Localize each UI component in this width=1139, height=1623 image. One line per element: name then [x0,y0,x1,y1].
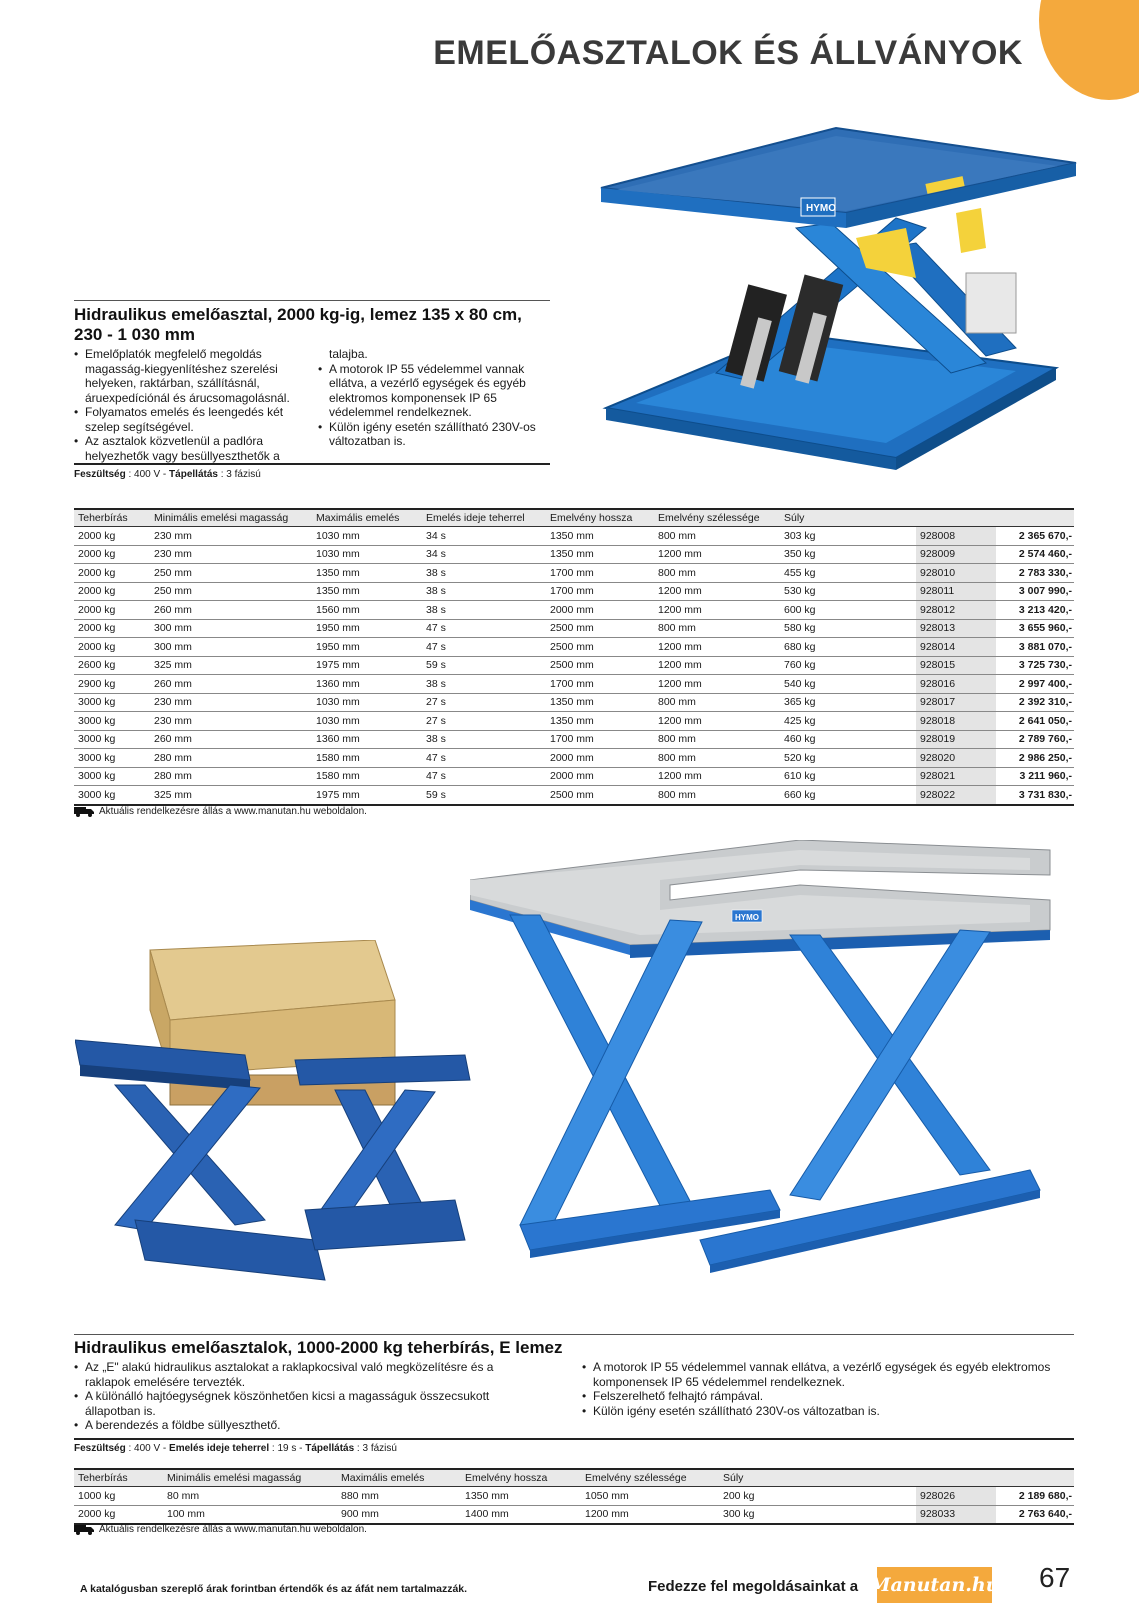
table-cell: 3000 kg [74,767,150,786]
product-code: 928021 [916,767,996,786]
product-code: 928015 [916,656,996,675]
price: 2 392 310,- [996,693,1074,712]
table-cell: 520 kg [780,749,916,768]
column-header: Teherbírás [74,509,150,527]
table-row [74,638,1074,657]
feature-list-right [318,347,553,449]
availability-text: Aktuális rendelkezésre állás a www.manutan.hu weboldalon. [99,806,367,817]
table-row [74,582,1074,601]
table-cell: 1350 mm [546,545,654,564]
table-row [74,564,1074,583]
product-code: 928011 [916,582,996,601]
table-row [74,693,1074,712]
table-cell: 59 s [422,656,546,675]
column-header [996,509,1074,527]
table-cell: 660 kg [780,786,916,805]
table-cell: 2600 kg [74,656,150,675]
product-code: 928009 [916,545,996,564]
product-code: 928017 [916,693,996,712]
feature-item: • Az „E" alakú hidraulikus asztalokat a raklapkocsival való megközelítésre és a raklapok emelésére tervezték. [74,1360,534,1389]
price: 3 007 990,- [996,582,1074,601]
corner-tab-accent [1039,0,1139,100]
feature-item: • A motorok IP 55 védelemmel vannak ellátva, a vezérlő egységek és egyéb elektromos komponensek IP 65 védelemmel rendelkeznek. [582,1360,1077,1389]
column-header: Súly [719,1469,916,1487]
feature-item-continued: talajba. [329,347,368,361]
price: 2 574 460,- [996,545,1074,564]
column-header [916,1469,996,1487]
table-cell: 34 s [422,527,546,546]
table-cell: 2000 kg [74,638,150,657]
table-cell: 27 s [422,712,546,731]
table-cell: 3000 kg [74,693,150,712]
table-cell: 1030 mm [312,527,422,546]
table-cell: 1200 mm [654,638,780,657]
table-cell: 1030 mm [312,693,422,712]
table-cell: 1975 mm [312,786,422,805]
table-row [74,1487,1074,1506]
table-cell: 2500 mm [546,656,654,675]
brand-label: HYMO [735,913,759,922]
feature-item: • A berendezés a földbe süllyeszthető. [74,1418,534,1433]
table-cell: 2500 mm [546,638,654,657]
table-cell: 1360 mm [312,675,422,694]
table-row [74,730,1074,749]
table-cell: 1950 mm [312,619,422,638]
feature-item: • Külön igény esetén szállítható 230V-os változatban is. [582,1404,1077,1419]
voltage-value: : 400 V - [125,1443,170,1454]
table-cell: 2000 kg [74,545,150,564]
price: 2 997 400,- [996,675,1074,694]
table-cell: 1200 mm [581,1505,719,1524]
column-header [996,1469,1074,1487]
spec-rule [74,1438,1074,1440]
table-header-row [74,1469,1074,1487]
table-cell: 1350 mm [461,1487,581,1506]
table-cell: 38 s [422,675,546,694]
price: 3 655 960,- [996,619,1074,638]
table-cell: 2000 kg [74,527,150,546]
table-cell: 260 mm [150,730,312,749]
table-cell: 540 kg [780,675,916,694]
product-code: 928008 [916,527,996,546]
table-row [74,601,1074,620]
availability-text: Aktuális rendelkezésre állás a www.manutan.hu weboldalon. [99,1524,367,1535]
table-cell: 1975 mm [312,656,422,675]
supply-value: : 3 fázisú [354,1443,397,1454]
price: 2 783 330,- [996,564,1074,583]
table-cell: 460 kg [780,730,916,749]
product-code: 928019 [916,730,996,749]
table-cell: 38 s [422,601,546,620]
delivery-truck-icon [74,1524,94,1535]
product-title-line1: Hidraulikus emelőasztal, 2000 kg-ig, lemez 135 x 80 cm, [74,305,522,324]
table-cell: 47 s [422,767,546,786]
section-rule [74,300,550,301]
feature-item: • A motorok IP 55 védelemmel vannak ellátva, a vezérlő egységek és egyéb elektromos komponensek IP 65 védelemmel rendelkeznek. [318,362,553,420]
table-header-row [74,509,1074,527]
lift-time-label: Emelés ideje teherrel [169,1443,270,1454]
table-cell: 260 mm [150,675,312,694]
price: 3 213 420,- [996,601,1074,620]
lift-table-image [596,118,1096,478]
table-cell: 1580 mm [312,767,422,786]
product-code: 928020 [916,749,996,768]
table-cell: 230 mm [150,527,312,546]
table-row [74,749,1074,768]
price: 3 881 070,- [996,638,1074,657]
product-code: 928033 [916,1505,996,1524]
table-cell: 2000 mm [546,767,654,786]
availability-note [74,806,367,817]
column-header: Emelvény hossza [546,509,654,527]
table-cell: 1200 mm [654,656,780,675]
price: 3 211 960,- [996,767,1074,786]
e-lift-table-image [470,840,1090,1290]
table-cell: 2000 kg [74,564,150,583]
table-cell: 2000 kg [74,601,150,620]
table-row [74,675,1074,694]
table-cell: 1700 mm [546,582,654,601]
price: 2 763 640,- [996,1505,1074,1524]
table-cell: 800 mm [654,786,780,805]
table-cell: 2000 kg [74,582,150,601]
product-title [74,305,554,345]
feature-list-right [582,1360,1077,1418]
table-cell: 300 mm [150,619,312,638]
table-cell: 38 s [422,582,546,601]
price-table [74,1468,1074,1525]
table-cell: 2000 mm [546,749,654,768]
lift-time-value: : 19 s - [269,1443,306,1454]
brand-label: HYMO [806,203,836,214]
column-header: Minimális emelési magasság [163,1469,337,1487]
column-header: Emelés ideje teherrel [422,509,546,527]
table-cell: 900 mm [337,1505,461,1524]
feature-item: • Felszerelhető felhajtó rámpával. [582,1389,1077,1404]
table-cell: 38 s [422,564,546,583]
table-cell: 3000 kg [74,749,150,768]
product-code: 928012 [916,601,996,620]
supply-value: : 3 fázisú [217,469,261,480]
feature-list-left [74,1360,534,1433]
table-cell: 80 mm [163,1487,337,1506]
table-cell: 260 mm [150,601,312,620]
feature-list-left [74,347,306,463]
table-cell: 1200 mm [654,545,780,564]
table-row [74,527,1074,546]
table-cell: 230 mm [150,693,312,712]
table-cell: 1000 kg [74,1487,163,1506]
table-row [74,619,1074,638]
price: 3 725 730,- [996,656,1074,675]
table-cell: 800 mm [654,693,780,712]
table-cell: 59 s [422,786,546,805]
table-cell: 100 mm [163,1505,337,1524]
spec-line [74,1443,397,1454]
manutan-logo[interactable]: Manutan.hu [877,1567,992,1603]
product-code: 928022 [916,786,996,805]
table-cell: 303 kg [780,527,916,546]
voltage-label: Feszültség [74,1443,126,1454]
table-cell: 530 kg [780,582,916,601]
table-cell: 38 s [422,730,546,749]
section-rule [74,1334,1074,1335]
product-title: Hidraulikus emelőasztalok, 1000-2000 kg teherbírás, E lemez [74,1338,563,1357]
e-lift-table-pallet-image [75,940,475,1290]
table-cell: 3000 kg [74,786,150,805]
table-cell: 280 mm [150,749,312,768]
table-cell: 1700 mm [546,675,654,694]
table-cell: 1350 mm [546,527,654,546]
column-header: Súly [780,509,916,527]
table-cell: 2000 kg [74,619,150,638]
voltage-label: Feszültség [74,469,126,480]
feature-item: • Külön igény esetén szállítható 230V-os változatban is. [318,420,553,449]
price-disclaimer: A katalógusban szereplő árak forintban értendők és az áfát nem tartalmazzák. [80,1583,468,1595]
table-cell: 300 kg [719,1505,916,1524]
product-code: 928026 [916,1487,996,1506]
price: 2 641 050,- [996,712,1074,731]
voltage-value: : 400 V - [125,469,170,480]
table-cell: 1560 mm [312,601,422,620]
spec-line [74,469,261,480]
table-cell: 47 s [422,638,546,657]
product-code: 928013 [916,619,996,638]
column-header: Maximális emelés [312,509,422,527]
table-cell: 250 mm [150,564,312,583]
column-header: Emelvény hossza [461,1469,581,1487]
table-cell: 800 mm [654,564,780,583]
table-cell: 3000 kg [74,712,150,731]
table-row [74,767,1074,786]
table-cell: 680 kg [780,638,916,657]
page-number: 67 [1039,1562,1071,1593]
product-code: 928016 [916,675,996,694]
table-row [74,656,1074,675]
table-cell: 800 mm [654,730,780,749]
table-row [74,712,1074,731]
table-cell: 880 mm [337,1487,461,1506]
product-code: 928018 [916,712,996,731]
table-cell: 1200 mm [654,675,780,694]
table-cell: 455 kg [780,564,916,583]
column-header: Emelvény szélessége [581,1469,719,1487]
table-cell: 1200 mm [654,712,780,731]
table-cell: 230 mm [150,545,312,564]
table-cell: 425 kg [780,712,916,731]
table-cell: 1030 mm [312,712,422,731]
table-cell: 200 kg [719,1487,916,1506]
table-cell: 2500 mm [546,786,654,805]
column-header: Maximális emelés [337,1469,461,1487]
table-cell: 27 s [422,693,546,712]
page-title: EMELŐASZTALOK ÉS ÁLLVÁNYOK [433,34,1023,72]
product-code: 928010 [916,564,996,583]
table-row [74,1505,1074,1524]
column-header: Emelvény szélessége [654,509,780,527]
table-cell: 1350 mm [312,582,422,601]
table-cell: 1360 mm [312,730,422,749]
table-cell: 47 s [422,749,546,768]
table-cell: 350 kg [780,545,916,564]
table-cell: 2000 mm [546,601,654,620]
supply-label: Tápellátás [305,1443,355,1454]
price: 2 365 670,- [996,527,1074,546]
table-cell: 1950 mm [312,638,422,657]
table-cell: 760 kg [780,656,916,675]
table-cell: 800 mm [654,527,780,546]
table-cell: 300 mm [150,638,312,657]
feature-item: • Folyamatos emelés és leengedés két szelep segítségével. [74,405,306,434]
column-header: Minimális emelési magasság [150,509,312,527]
table-cell: 250 mm [150,582,312,601]
price: 2 789 760,- [996,730,1074,749]
table-cell: 1700 mm [546,564,654,583]
availability-note [74,1524,367,1535]
table-cell: 1700 mm [546,730,654,749]
table-row [74,786,1074,805]
price: 3 731 830,- [996,786,1074,805]
table-cell: 325 mm [150,656,312,675]
table-cell: 1030 mm [312,545,422,564]
table-cell: 2500 mm [546,619,654,638]
delivery-truck-icon [74,806,94,817]
spec-rule [74,463,550,465]
table-cell: 1200 mm [654,582,780,601]
column-header [916,509,996,527]
table-cell: 1200 mm [654,601,780,620]
table-cell: 365 kg [780,693,916,712]
table-cell: 1400 mm [461,1505,581,1524]
table-row [74,545,1074,564]
table-cell: 580 kg [780,619,916,638]
table-cell: 34 s [422,545,546,564]
table-cell: 1050 mm [581,1487,719,1506]
table-cell: 1200 mm [654,767,780,786]
table-cell: 325 mm [150,786,312,805]
table-cell: 1350 mm [312,564,422,583]
table-cell: 610 kg [780,767,916,786]
table-cell: 280 mm [150,767,312,786]
table-cell: 1350 mm [546,712,654,731]
feature-item: • A különálló hajtóegységnek köszönhetően kicsi a magasságuk összecsukott állapotban is. [74,1389,534,1418]
table-cell: 1580 mm [312,749,422,768]
feature-item: • Az asztalok közvetlenül a padlóra helyezhetők vagy besüllyeszthetők a [74,434,306,463]
table-cell: 800 mm [654,749,780,768]
footer-cta: Fedezze fel megoldásainkat a [648,1578,859,1595]
column-header: Teherbírás [74,1469,163,1487]
price: 2 986 250,- [996,749,1074,768]
feature-item: • Emelőplatók megfelelő megoldás magasság-kiegyenlítéshez szerelési helyeken, raktárban, szállításnál, áruexpedíciónál és árucsomagolásnál. [74,347,306,405]
table-cell: 47 s [422,619,546,638]
table-cell: 800 mm [654,619,780,638]
product-code: 928014 [916,638,996,657]
product-title-line2: 230 - 1 030 mm [74,325,195,344]
table-cell: 230 mm [150,712,312,731]
table-cell: 1350 mm [546,693,654,712]
price: 2 189 680,- [996,1487,1074,1506]
table-cell: 3000 kg [74,730,150,749]
table-cell: 2900 kg [74,675,150,694]
supply-label: Tápellátás [169,469,218,480]
price-table [74,508,1074,806]
table-cell: 2000 kg [74,1505,163,1524]
table-cell: 600 kg [780,601,916,620]
